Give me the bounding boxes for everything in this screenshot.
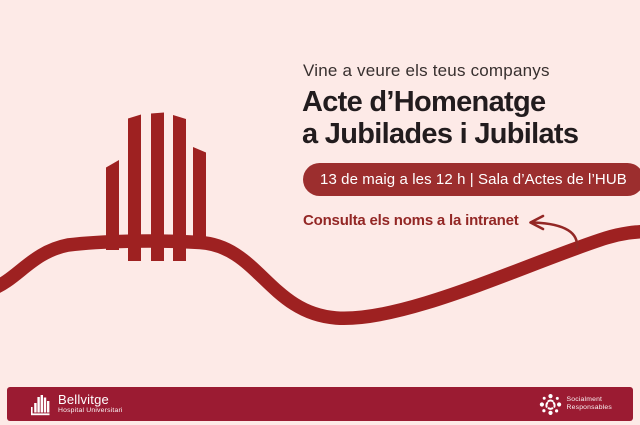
curved-arrow-icon	[531, 216, 578, 248]
hospital-name: Bellvitge	[58, 392, 109, 408]
bellvitge-building-logo-icon	[28, 390, 52, 418]
hospital-brand-text	[58, 393, 123, 414]
event-date-badge: 13 de maig a les 12 h | Sala d’Actes de l’HUB	[303, 163, 640, 196]
event-title-line1: Acte d’Homenatge	[302, 86, 546, 118]
event-title-line2: a Jubilades i Jubilats	[302, 118, 579, 150]
footer-bar	[7, 387, 633, 421]
intranet-note: Consulta els noms a la intranet	[303, 212, 519, 229]
wave-line	[0, 231, 640, 318]
tagline: Vine a veure els teus companys	[303, 61, 550, 80]
program-name-line1: Socialment	[566, 395, 603, 403]
event-title	[302, 86, 578, 150]
program-brand	[539, 393, 612, 416]
socialment-responsables-emblem-icon	[539, 393, 562, 416]
program-brand-text	[567, 396, 612, 412]
hospital-subtitle: Hospital Universitari	[58, 406, 123, 414]
program-name-line2: Responsables	[566, 404, 612, 411]
hospital-brand	[28, 390, 123, 418]
